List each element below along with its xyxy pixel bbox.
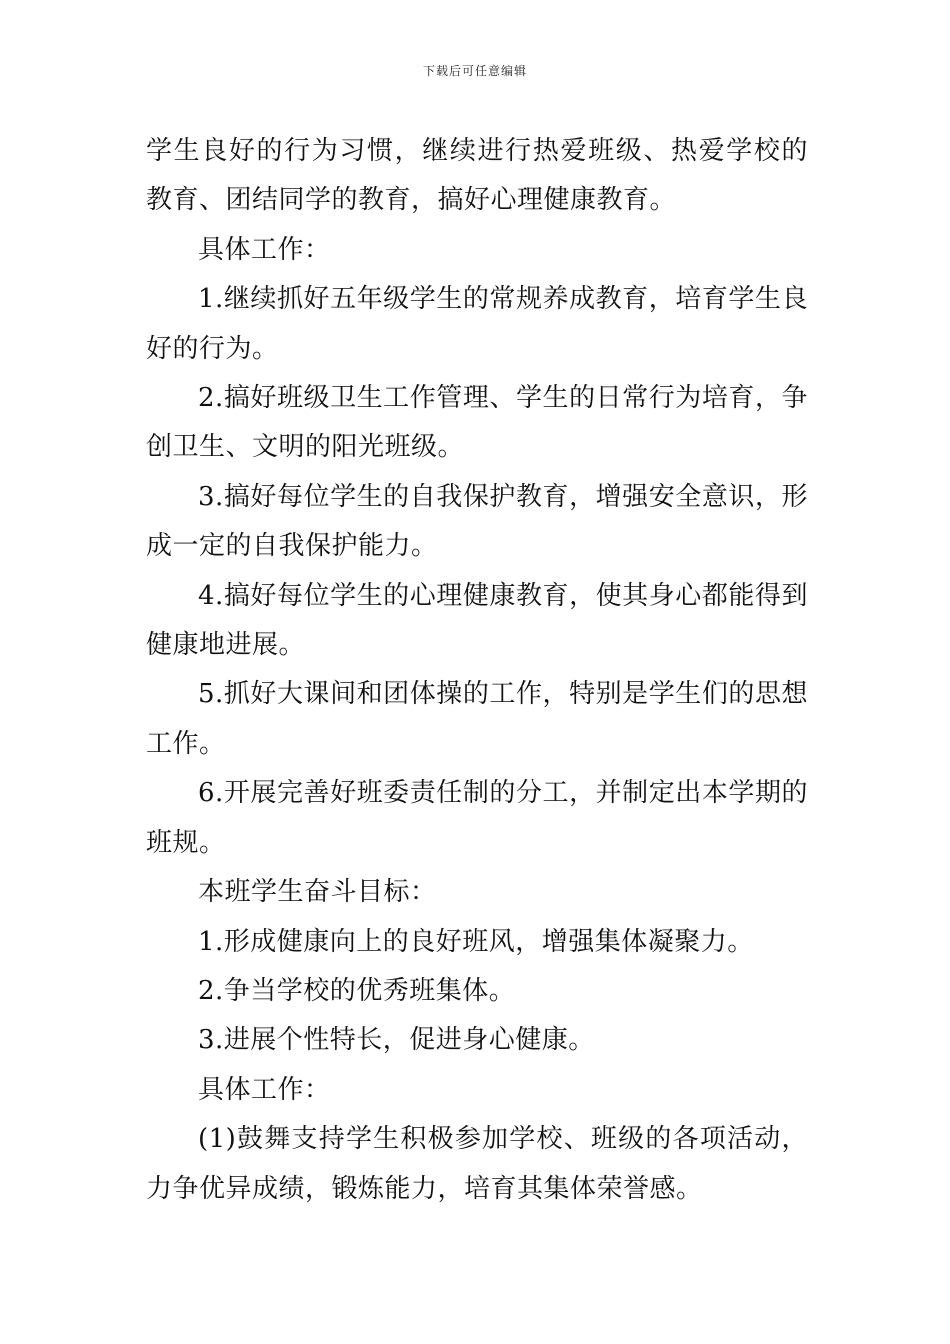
paragraph-heading-specific-work-2: 具体工作： <box>198 1074 331 1105</box>
paragraph-item-2: 2.搞好班级卫生工作管理、学生的日常行为培育，争创卫生、文明的阳光班级。 <box>146 383 808 463</box>
paragraph-heading-specific-work: 具体工作： <box>198 234 331 265</box>
paragraph-item-4: 4.搞好每位学生的心理健康教育，使其身心都能得到健康地进展。 <box>146 580 808 661</box>
paragraph-item-6: 6.开展完善好班委责任制的分工，并制定出本学期的班规。 <box>146 778 808 858</box>
paragraph-item-1: 1.继续抓好五年级学生的常规养成教育，培育学生良好的行为。 <box>146 284 808 364</box>
paragraph-goal-1: 1.形成健康向上的良好班风，增强集体凝聚力。 <box>198 926 754 957</box>
paragraph-goal-3: 3.进展个性特长，促进身心健康。 <box>198 1025 595 1056</box>
paragraph-continuation: 学生良好的行为习惯，继续进行热爱班级、热爱学校的教育、团结同学的教育，搞好心理健康教育。 <box>146 136 808 216</box>
page-header: 下载后可任意编辑 <box>422 64 527 78</box>
paragraph-item-5: 5.抓好大课间和团体操的工作，特别是学生们的思想工作。 <box>146 679 808 759</box>
paragraph-work-item-1: (1)鼓舞支持学生积极参加学校、班级的各项活动，力争优异成绩，锻炼能力，培育其集体荣誉感。 <box>146 1124 808 1204</box>
paragraph-item-3: 3.搞好每位学生的自我保护教育，增强安全意识，形成一定的自我保护能力。 <box>146 481 808 562</box>
paragraph-goal-2: 2.争当学校的优秀班集体。 <box>198 975 516 1006</box>
paragraph-heading-class-goals: 本班学生奋斗目标： <box>198 877 437 908</box>
document-body <box>146 127 808 1214</box>
